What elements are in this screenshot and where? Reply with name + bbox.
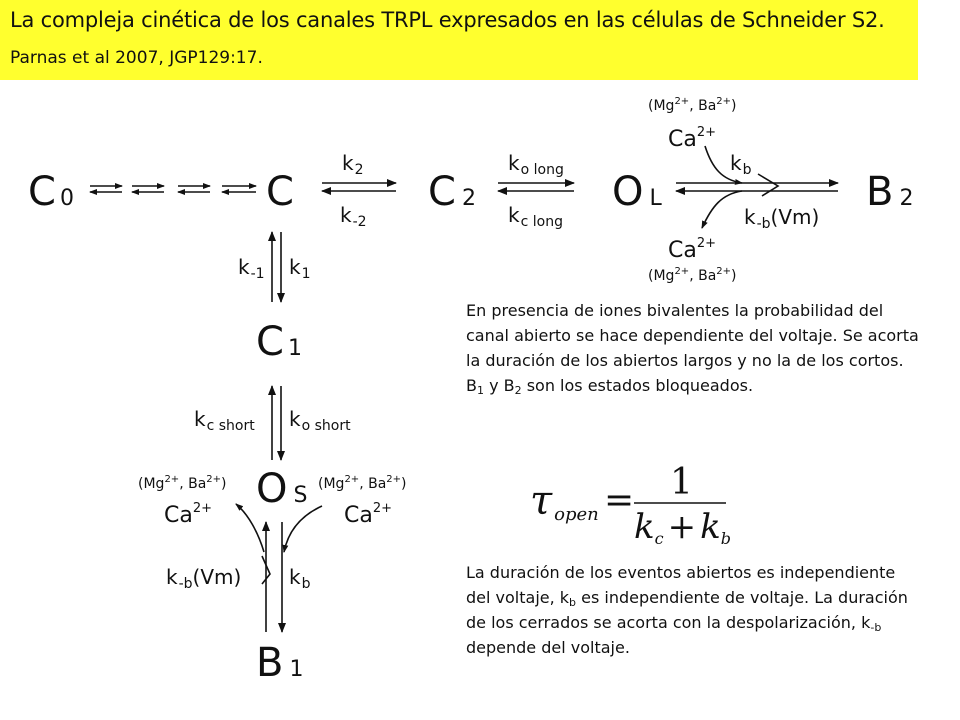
p1-mid: y B bbox=[483, 376, 515, 395]
rate-k2: $k_2$ bbox=[342, 151, 364, 178]
state-c0: C 0 bbox=[28, 169, 74, 215]
p1-text: En presencia de iones bivalentes la probabilidad del canal abierto se hace dependiente del voltaje. Se acorta la duración de los abiertos largos y no la de los cortos. B bbox=[466, 301, 919, 395]
formula-equals: = bbox=[604, 480, 635, 521]
rate-k1: $k_1$ bbox=[289, 255, 311, 282]
state-c2: C 2 bbox=[428, 169, 476, 215]
p1-subscript-1: 1 bbox=[476, 384, 484, 397]
c-c2-arrows bbox=[322, 183, 396, 191]
rate-ko-short: $k_{o short}$ bbox=[289, 407, 351, 434]
rate-kc-short: $k_{c short}$ bbox=[194, 407, 255, 434]
c-c1-arrows bbox=[272, 232, 281, 302]
c1-os-arrows bbox=[272, 386, 281, 460]
ca-entry-curve bbox=[284, 506, 322, 552]
state-ol: O L bbox=[612, 169, 662, 215]
formula-tau: τopen bbox=[530, 478, 599, 525]
tau-open-formula bbox=[530, 462, 731, 548]
ion-label-top-exit: ($Mg^{2+}$, $Ba^{2+}$) bbox=[648, 266, 737, 284]
rate-k-minus-b-top: $k_{-b}(Vm)$ bbox=[744, 205, 820, 232]
ion-label-top: ($Mg^{2+}$, $Ba^{2+}$) bbox=[648, 96, 737, 114]
state-c: C bbox=[266, 169, 294, 215]
ion-label-right: ($Mg^{2+}$, $Ba^{2+}$) bbox=[318, 474, 407, 492]
p2-subscript-2: -b bbox=[870, 621, 882, 634]
calcium-top: $Ca^{2+}$ bbox=[668, 125, 717, 152]
state-b2: B 2 bbox=[866, 169, 914, 215]
p2-mid: es independiente de voltaje. La duración de los cerrados se acorta con la despolarización, k bbox=[466, 588, 908, 632]
rate-kb-bottom: $k_b$ bbox=[289, 565, 311, 592]
rate-kb-top: $k_b$ bbox=[730, 151, 752, 178]
rate-k-minus-b-bottom: $k_{-b}(Vm)$ bbox=[166, 565, 242, 592]
state-b1: B 1 bbox=[256, 640, 304, 686]
ca-exit-curve bbox=[702, 191, 742, 228]
title-text: La compleja cinética de los canales TRPL expresados en las células de Schneider S2. bbox=[10, 8, 885, 32]
p1-end: son los estados bloqueados. bbox=[521, 376, 754, 395]
state-c1: C 1 bbox=[256, 319, 302, 365]
rate-ko-long: $k_{o long}$ bbox=[508, 151, 564, 178]
explanation-paragraph-2 bbox=[466, 560, 922, 660]
os-b1-arrows bbox=[236, 504, 322, 632]
calcium-right: $Ca^{2+}$ bbox=[344, 501, 393, 528]
citation-text: Parnas et al 2007, JGP129:17. bbox=[10, 48, 263, 68]
c2-ol-arrows bbox=[498, 183, 574, 191]
state-os: O S bbox=[256, 466, 308, 512]
formula-numerator: 1 bbox=[670, 462, 693, 503]
calcium-left: $Ca^{2+}$ bbox=[164, 501, 213, 528]
formula-denominator: kc + kb bbox=[634, 507, 731, 548]
p2-text: La duración de los eventos abiertos es independiente del voltaje, k bbox=[466, 563, 896, 607]
p1-subscript-2: 2 bbox=[514, 384, 522, 397]
ion-label-left: ($Mg^{2+}$, $Ba^{2+}$) bbox=[138, 474, 227, 492]
voltage-zigzag bbox=[758, 174, 778, 196]
rate-k-minus-1: $k_{-1}$ bbox=[238, 255, 265, 282]
rate-k-minus-2: $k_{-2}$ bbox=[340, 203, 367, 230]
c0-c-transition-arrows bbox=[90, 186, 256, 192]
calcium-top-exit: $Ca^{2+}$ bbox=[668, 236, 717, 263]
rate-kc-long: $k_{c long}$ bbox=[508, 203, 563, 230]
explanation-paragraph-1 bbox=[466, 298, 922, 398]
p2-subscript-1: b bbox=[569, 596, 577, 609]
p2-end: depende del voltaje. bbox=[466, 638, 630, 657]
